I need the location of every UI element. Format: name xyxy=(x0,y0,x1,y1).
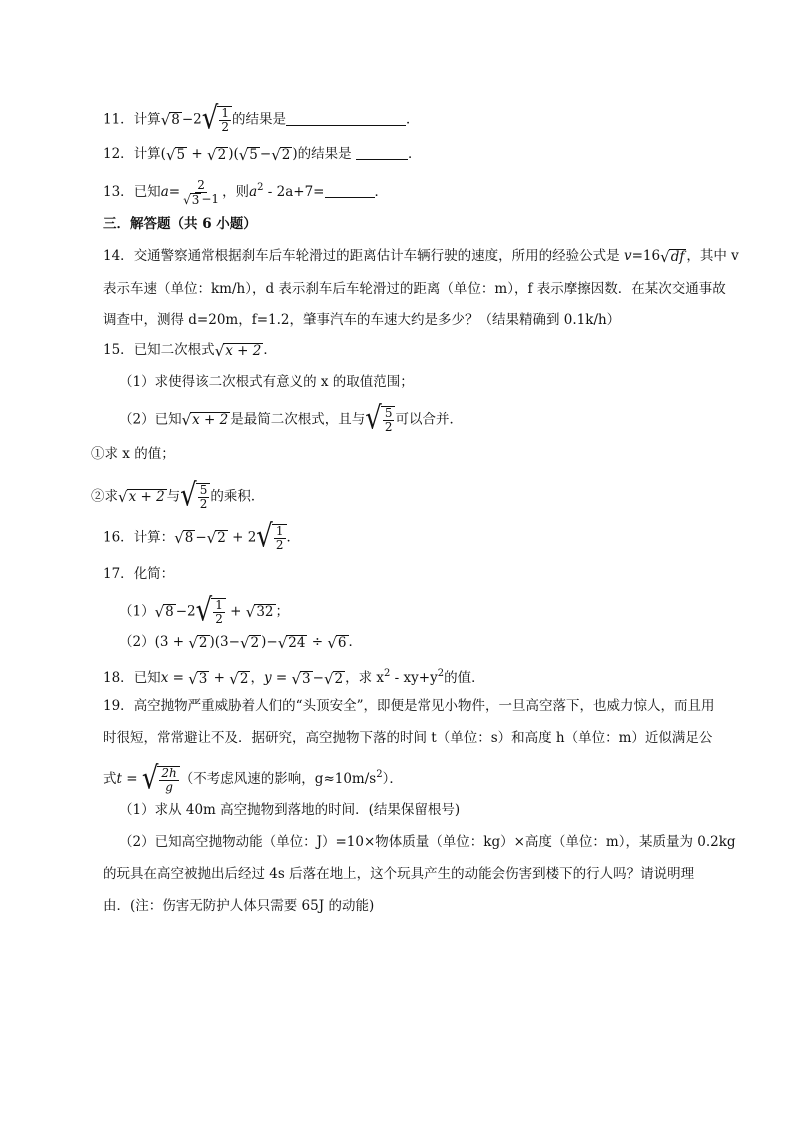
sqrt-five-halves: √ $\frac{5}{2}$ xyxy=(180,483,210,511)
answer-blank-13[interactable] xyxy=(325,183,375,198)
question-number: 17． xyxy=(103,566,134,582)
question-14-line-2: 表示车速（单位：km/h），d 表示刹车后车轮滑过的距离（单位：m），f 表示摩擦因数．在某次交通事故 xyxy=(103,281,726,297)
sqrt-five-halves: √ $\frac{5}{2}$ xyxy=(365,406,395,434)
question-14-line-1: 14．交通警察通常根据刹车后车轮滑过的距离估计车辆行驶的速度，所用的经验公式是 v=16 √ df ，其中 v xyxy=(103,247,739,266)
sqrt-24: √ 24 xyxy=(277,633,306,652)
question-15-part-2: （2）已知 √ x + 2 是最简二次根式，且与 √ $\frac{5}{2}$ 可以合并． xyxy=(119,400,463,437)
sqrt-x-plus-2: √ x + 2 xyxy=(118,488,165,506)
fraction-2-over-sqrt3-minus-1: 2 √ 3 −1 xyxy=(183,178,220,207)
sqrt-8: √ 8 xyxy=(154,603,174,621)
question-19-line-1: 19．高空抛物严重威胁着人们的“头顶安全”，即便是常见小物件，一旦高空落下，也威力惊人，而且用 xyxy=(103,698,715,714)
sqrt-3: √ 3 xyxy=(188,669,208,688)
question-19-part-2-line-2: 的玩具在高空被抛出后经过 4s 后落在地上，这个玩具产生的动能会伤害到楼下的行人吗？请说明理 xyxy=(103,866,695,882)
question-12: 12．计算( √ 5 + √ 2 )( √ 5 − √ 2 )的结果是 ． xyxy=(103,145,422,164)
question-19-line-3: 式t = √ $\frac{2h}{g}$ （不考虑风速的影响，$g\approx 10m/s^2$）． xyxy=(103,760,403,797)
sqrt-2: √ 2 xyxy=(206,529,226,547)
q11-prefix: 计算 xyxy=(133,111,161,128)
sqrt-x-plus-2: √ x + 2 xyxy=(214,341,262,360)
sqrt-5: √ 5 xyxy=(238,145,258,164)
section-heading: 三．解答题（共 6 小题） xyxy=(103,216,257,232)
answer-blank-11[interactable] xyxy=(286,111,406,126)
sqrt-half: √ $\frac{1}{2}$ xyxy=(196,598,226,626)
question-number: 13． xyxy=(103,184,134,200)
sqrt-8: √ 8 xyxy=(174,529,194,547)
question-16: 16．计算： √ 8 − √ 2 + 2 √ $\frac{1}{2}$ ． xyxy=(103,518,301,555)
question-number: 12． xyxy=(103,146,134,162)
question-17-part-2: （2）(3 + √ 2 )(3− √ 2 )− √ 24 ÷ √ 6 ． xyxy=(119,633,362,652)
sqrt-2h-over-g: √ $\frac{2h}{g}$ xyxy=(142,766,180,794)
question-number: 14． xyxy=(103,248,134,264)
sqrt-2: √ 2 xyxy=(207,145,227,164)
sqrt-32: √ 32 xyxy=(245,603,274,621)
question-14-line-3: 调查中，测得 d=20m，f=1.2，肇事汽车的车速大约是多少？（结果精确到 0.1k/h） xyxy=(103,312,621,328)
q11-suffix: 的结果是 xyxy=(231,111,286,128)
question-number: 19． xyxy=(103,698,134,714)
sqrt-2: √ 2 xyxy=(188,633,208,652)
sqrt-3: √ 3 xyxy=(291,669,311,688)
question-18: 18．已知x = √ 3 + √ 2 ，y = √ 3 − √ 2 ，求 $x^2 - xy+y^2$的值． xyxy=(103,668,485,688)
answer-blank-12[interactable] xyxy=(356,145,408,160)
question-19-line-2: 时很短，常常避让不及．据研究，高空抛物下落的时间 t（单位：s）和高度 h（单位：m）近似满足公 xyxy=(103,730,713,746)
sqrt-6: √ 6 xyxy=(327,633,347,652)
question-11: 11．计算 √ 8 −2 √ $\frac{1}{2}$ 的结果是 ． xyxy=(103,100,420,137)
sqrt-2: √ 2 xyxy=(271,145,291,164)
question-15-part-1: （1）求使得该二次根式有意义的 x 的取值范围； xyxy=(119,374,414,390)
sqrt-8: √ 8 xyxy=(160,111,180,129)
question-number: 18． xyxy=(103,670,134,686)
sqrt-df: √ df xyxy=(660,247,685,266)
sqrt-2: √ 2 xyxy=(323,669,344,688)
question-15-sub-1: ①求 x 的值； xyxy=(91,446,175,462)
sqrt-half: √ $\frac{1}{2}$ xyxy=(256,524,286,552)
question-19-part-1: （1）求从 40m 高空抛物到落地的时间．(结果保留根号) xyxy=(119,802,461,818)
question-15-sub-2: ②求 √ x + 2 与 √ $\frac{5}{2}$ 的乘积． xyxy=(91,477,265,514)
q11-minus: −2 xyxy=(181,111,202,128)
question-17-part-1: （1） √ 8 −2 √ $\frac{1}{2}$ + √ 32 ； xyxy=(119,592,290,629)
sqrt-2: √ 2 xyxy=(229,669,249,688)
sqrt-2: √ 2 xyxy=(239,633,260,652)
question-13: 13．已知a= 2 √ 3 −1 ，则$a^2 - 2a+7=$ ． xyxy=(103,178,388,207)
question-19-part-2-line-3: 由．(注：伤害无防护人体只需要 65J 的动能) xyxy=(103,898,375,914)
question-number: 16． xyxy=(103,529,134,546)
question-15: 15．已知二次根式 √ x + 2 ． xyxy=(103,341,277,360)
question-17: 17．化简： xyxy=(103,566,175,582)
sqrt-half: √ $\frac{1}{2}$ xyxy=(202,106,232,134)
question-number: 15． xyxy=(103,342,134,358)
question-number: 11． xyxy=(103,111,134,128)
sqrt-5: √ 5 xyxy=(165,145,186,164)
question-19-part-2-line-1: （2）已知高空抛物动能（单位：J）=10×物体质量（单位：kg）×高度（单位：m），某质量为 0.2kg xyxy=(119,834,736,850)
sqrt-x-plus-2: √ x + 2 xyxy=(181,411,229,429)
